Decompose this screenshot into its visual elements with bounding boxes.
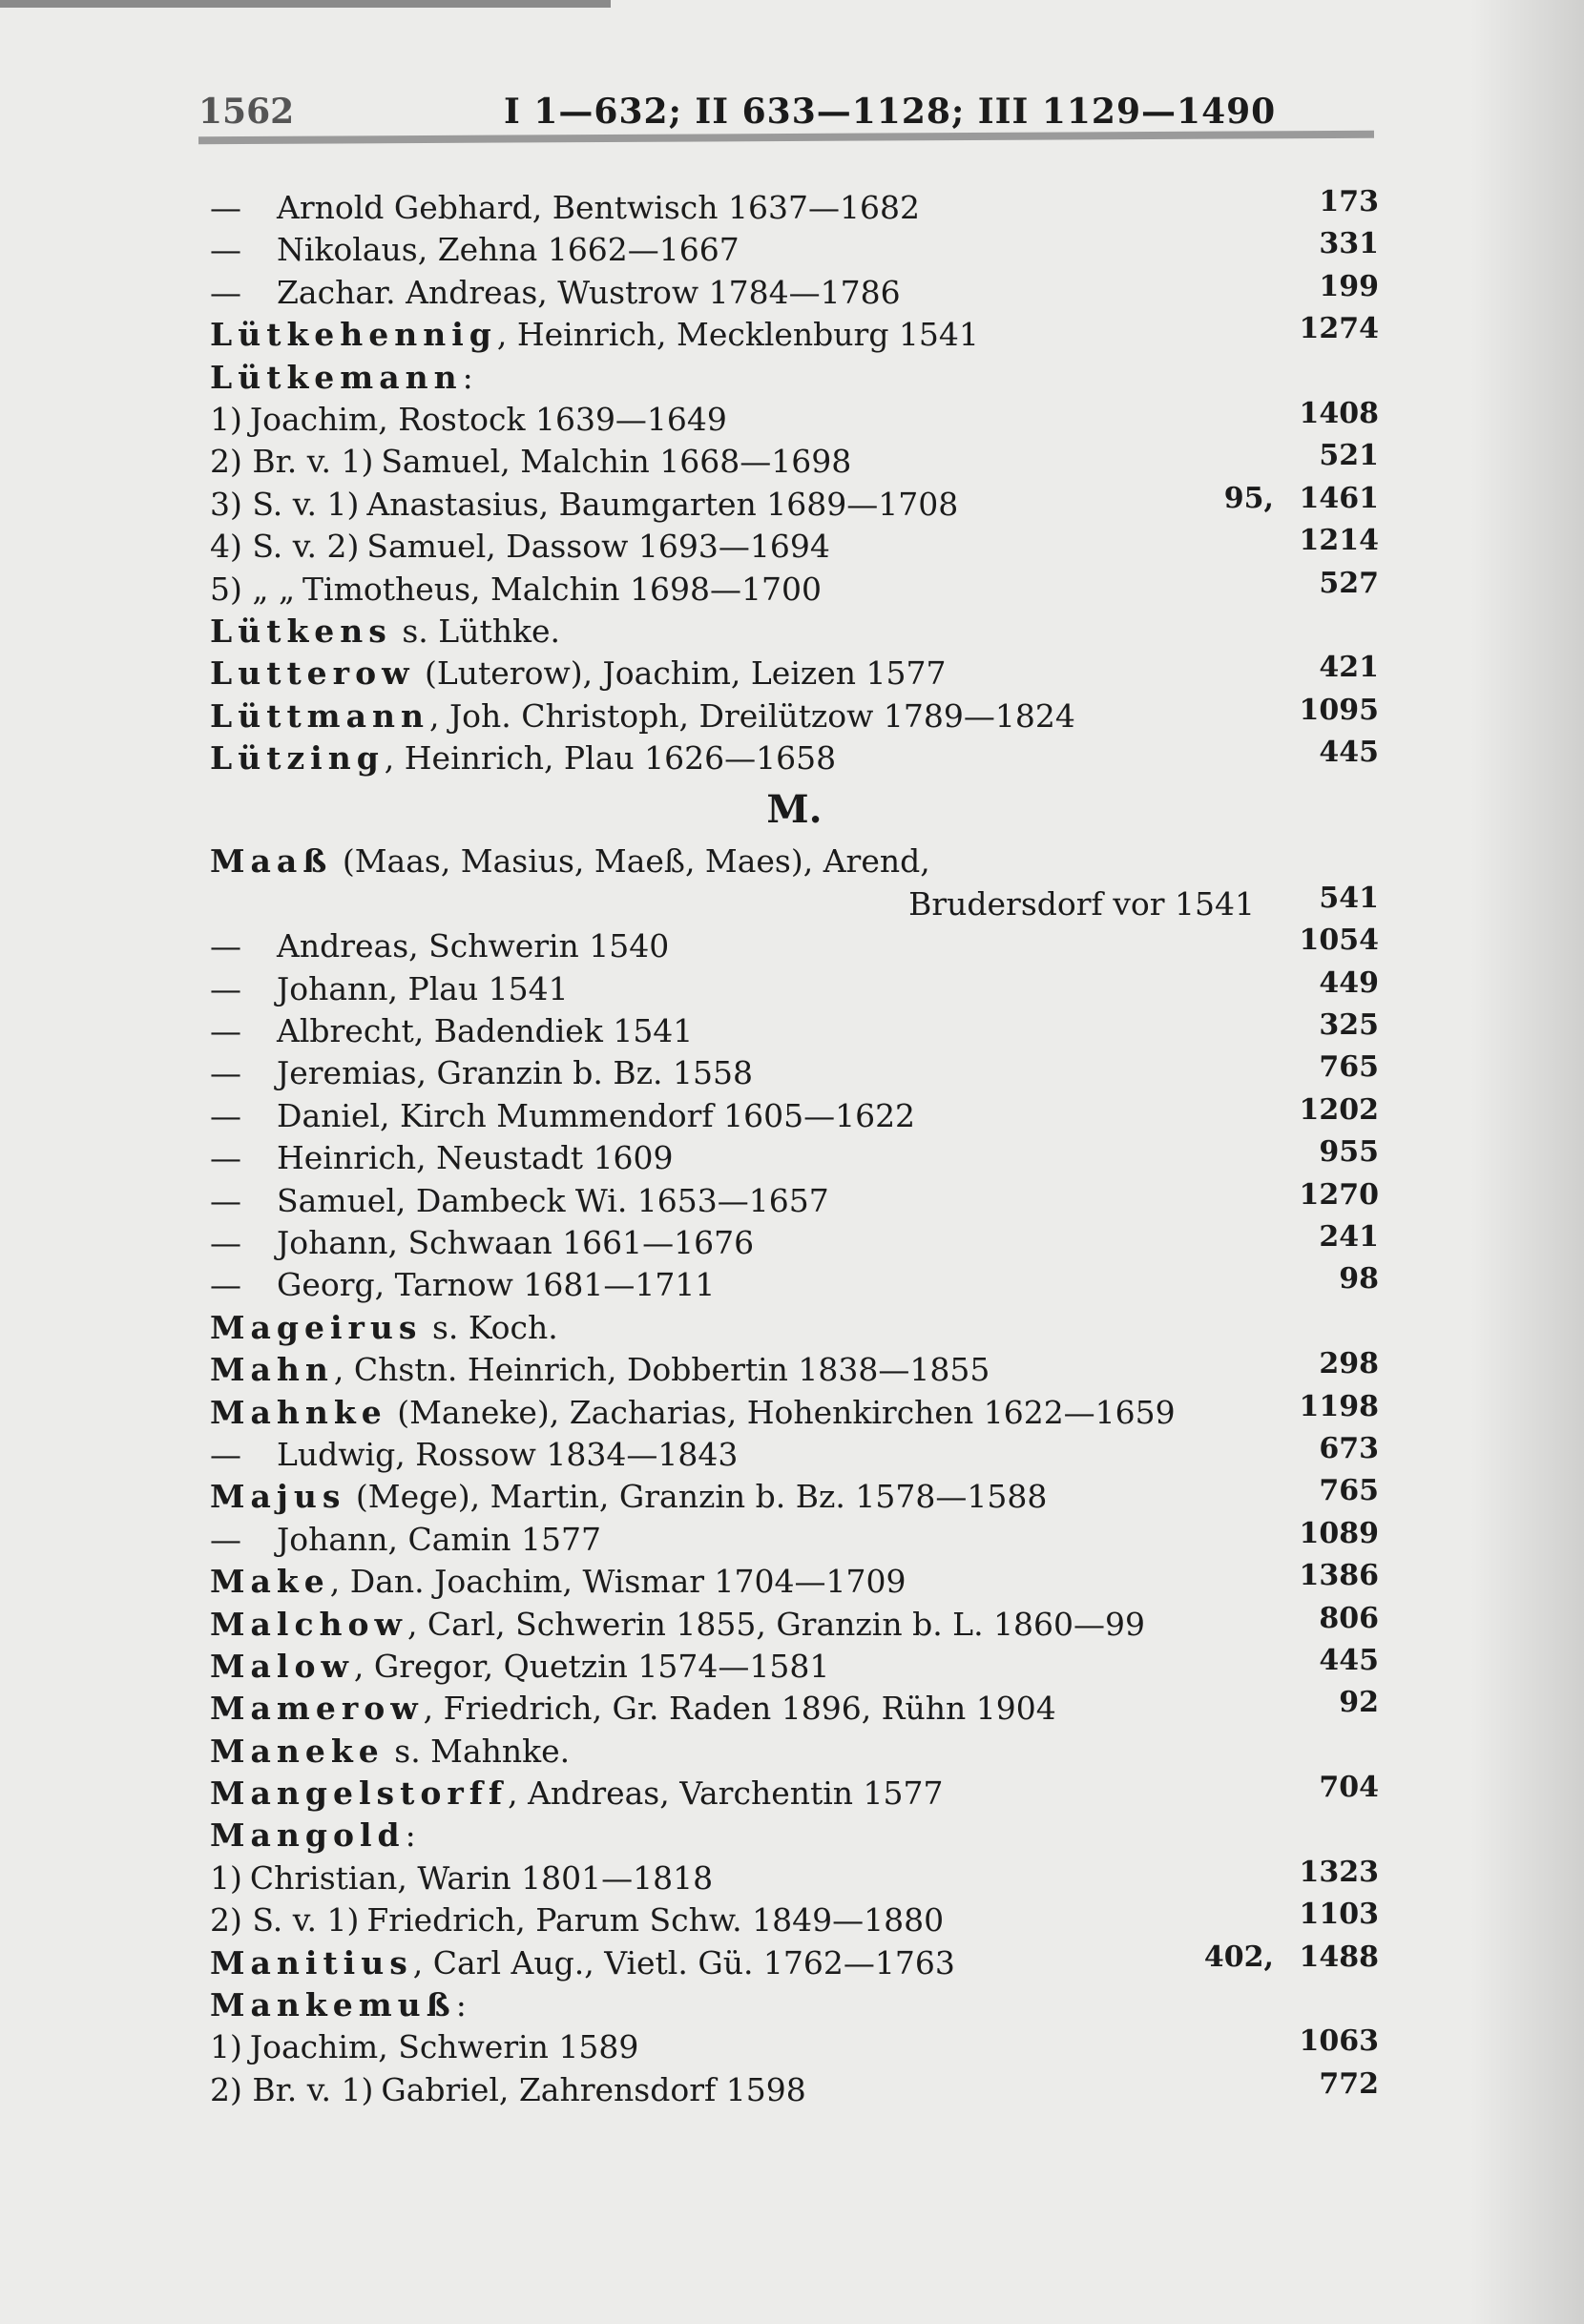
entry-pages: 331 bbox=[1319, 227, 1379, 261]
ditto-dash: — bbox=[210, 1223, 241, 1261]
entry-surname: Lüttmann bbox=[210, 696, 429, 735]
entry-surname: Malchow bbox=[210, 1605, 407, 1643]
index-entry bbox=[210, 1219, 1379, 1264]
ditto-dash: — bbox=[210, 1012, 241, 1050]
entry-text: Joachim, Schwerin 1589 bbox=[249, 2028, 639, 2066]
entry-text: Johann, Camin 1577 bbox=[277, 1520, 602, 1558]
entry-text: , Carl, Schwerin 1855, Granzin b. L. 1860—99 bbox=[406, 1605, 1146, 1643]
entry-text: , Heinrich, Plau 1626—1658 bbox=[384, 739, 837, 778]
entry-pages: 1323 bbox=[1299, 1855, 1379, 1889]
entry-text: s. Mahnke. bbox=[384, 1732, 571, 1770]
index-entry bbox=[210, 566, 1379, 611]
entry-surname: Maneke bbox=[210, 1732, 385, 1770]
entry-number: 2) S. v. 1) bbox=[210, 1901, 360, 1940]
ditto-dash: — bbox=[210, 231, 241, 269]
entry-pages: 1461 bbox=[1299, 481, 1379, 515]
entry-number: 1) bbox=[210, 400, 242, 438]
entry-pages: 1270 bbox=[1299, 1177, 1379, 1212]
entry-number: 4) S. v. 2) bbox=[210, 528, 360, 566]
entry-pages: 1274 bbox=[1299, 312, 1379, 346]
entry-text: , Dan. Joachim, Wismar 1704—1709 bbox=[329, 1563, 907, 1601]
entry-extra-pages: 402, bbox=[1203, 1940, 1274, 1974]
entry-pages: 449 bbox=[1319, 965, 1379, 1000]
entry-number: 2) Br. v. 1) bbox=[210, 443, 374, 481]
index-entry bbox=[210, 925, 1379, 967]
index-entry bbox=[210, 840, 1379, 882]
entry-pages: 806 bbox=[1319, 1601, 1379, 1635]
index-entry bbox=[210, 1857, 1379, 1899]
entry-text: (Luterow), Joachim, Leizen 1577 bbox=[414, 654, 947, 693]
index-entry bbox=[210, 314, 1379, 356]
entry-pages: 421 bbox=[1319, 651, 1379, 685]
entry-number: 2) Br. v. 1) bbox=[210, 2070, 374, 2108]
page-shadow bbox=[1469, 0, 1584, 2324]
index-entry bbox=[210, 1476, 1379, 1518]
entry-text: , Joh. Christoph, Dreilützow 1789—1824 bbox=[428, 696, 1075, 735]
ditto-dash: — bbox=[210, 927, 241, 965]
index-entry bbox=[210, 1942, 1379, 1984]
index-entry bbox=[210, 1431, 1379, 1476]
entry-pages: 527 bbox=[1319, 566, 1379, 600]
entry-pages: 1103 bbox=[1299, 1898, 1379, 1932]
index-entry bbox=[210, 1010, 1379, 1052]
index-entry bbox=[210, 1389, 1379, 1434]
entry-surname: Maaß bbox=[210, 842, 333, 881]
ditto-dash: — bbox=[210, 1435, 241, 1473]
entry-text: : bbox=[462, 358, 473, 396]
entry-number: 1) bbox=[210, 1858, 242, 1897]
index-entry bbox=[210, 1092, 1379, 1137]
entry-pages: 772 bbox=[1319, 2066, 1379, 2101]
entry-pages: 1054 bbox=[1299, 923, 1379, 958]
entries-after bbox=[210, 925, 1379, 2111]
index-entry bbox=[210, 1052, 1379, 1094]
entry-text: Jeremias, Granzin b. Bz. 1558 bbox=[277, 1054, 753, 1092]
entry-surname: Mangold bbox=[210, 1816, 406, 1855]
index-entry bbox=[210, 481, 1379, 526]
entry-surname: Lütkehennig bbox=[210, 316, 497, 354]
entry-text: , Heinrich, Mecklenburg 1541 bbox=[496, 316, 979, 354]
entry-text: Nikolaus, Zehna 1662—1667 bbox=[277, 231, 740, 269]
entry-surname: Manitius bbox=[210, 1943, 413, 1982]
entry-text: Timotheus, Malchin 1698—1700 bbox=[302, 570, 822, 608]
index-entry bbox=[210, 695, 1379, 737]
entry-pages: 521 bbox=[1319, 439, 1379, 473]
index-entry bbox=[210, 187, 1379, 229]
entry-pages: 1386 bbox=[1299, 1559, 1379, 1593]
entries-before bbox=[210, 187, 1379, 779]
entry-text: Zachar. Andreas, Wustrow 1784—1786 bbox=[277, 273, 901, 311]
section-heading: M. bbox=[766, 787, 823, 833]
index-entry bbox=[210, 1349, 1379, 1391]
ditto-dash: — bbox=[210, 1139, 241, 1177]
entry-number: 5) „ „ bbox=[210, 570, 296, 608]
index-entry-continuation bbox=[210, 883, 1379, 925]
entry-pages: 1202 bbox=[1299, 1092, 1379, 1127]
entry-text: , Gregor, Quetzin 1574—1581 bbox=[353, 1647, 830, 1685]
entry-text: Samuel, Dassow 1693—1694 bbox=[366, 528, 830, 566]
index-entry bbox=[210, 737, 1379, 779]
entry-text: Heinrich, Neustadt 1609 bbox=[277, 1139, 674, 1177]
ditto-dash: — bbox=[210, 189, 241, 226]
entry-surname: Mahnke bbox=[210, 1393, 387, 1431]
entry-text: Samuel, Malchin 1668—1698 bbox=[381, 443, 852, 481]
index-entry bbox=[210, 653, 1379, 695]
entry-text: Ludwig, Rossow 1834—1843 bbox=[277, 1435, 739, 1473]
entry-surname: Lutterow bbox=[210, 654, 415, 693]
entry-text: , Carl Aug., Vietl. Gü. 1762—1763 bbox=[412, 1943, 955, 1982]
entry-surname: Mamerow bbox=[210, 1690, 424, 1728]
entry-surname: Lütkemann bbox=[210, 358, 463, 396]
index-entry bbox=[210, 1773, 1379, 1815]
index-entry bbox=[210, 269, 1379, 314]
index-entry bbox=[210, 1516, 1379, 1561]
ditto-dash: — bbox=[210, 1096, 241, 1134]
entry-text: Albrecht, Badendiek 1541 bbox=[277, 1012, 694, 1050]
entry-text: (Maas, Masius, Maeß, Maes), Arend, bbox=[332, 842, 930, 881]
entry-text: Friedrich, Parum Schw. 1849—1880 bbox=[366, 1901, 945, 1940]
entry-text: Andreas, Schwerin 1540 bbox=[277, 927, 670, 965]
index-entry bbox=[210, 396, 1379, 441]
index-entry bbox=[210, 1815, 1379, 1857]
entry-surname: Mageirus bbox=[210, 1308, 423, 1346]
entry-pages: 1408 bbox=[1299, 396, 1379, 430]
index-entries bbox=[210, 187, 1379, 2111]
entry-surname: Lützing bbox=[210, 739, 385, 778]
entry-surname: Mahn bbox=[210, 1351, 334, 1389]
page-number: 1562 bbox=[198, 92, 295, 132]
volume-ranges: I 1—632; II 633—1128; III 1129—1490 bbox=[504, 92, 1277, 132]
entry-pages: 92 bbox=[1339, 1686, 1379, 1720]
ditto-dash: — bbox=[210, 1520, 241, 1558]
index-entry bbox=[210, 526, 1379, 568]
ditto-dash: — bbox=[210, 1266, 241, 1304]
index-entry bbox=[210, 1601, 1379, 1646]
index-entry bbox=[210, 1688, 1379, 1730]
entry-number: 3) S. v. 1) bbox=[210, 485, 360, 523]
index-entry bbox=[210, 2066, 1379, 2111]
index-entry bbox=[210, 229, 1379, 271]
entry-pages: 325 bbox=[1319, 1008, 1379, 1043]
index-entry bbox=[210, 1984, 1379, 2026]
entry-pages: 541 bbox=[1319, 881, 1379, 915]
entry-text: Arnold Gebhard, Bentwisch 1637—1682 bbox=[277, 189, 920, 226]
entry-text: (Maneke), Zacharias, Hohenkirchen 1622—1659 bbox=[386, 1393, 1176, 1431]
entry-text: Georg, Tarnow 1681—1711 bbox=[277, 1266, 716, 1304]
entry-surname: Make bbox=[210, 1563, 330, 1601]
entry-text: : bbox=[405, 1816, 416, 1855]
entry-text: Anastasius, Baumgarten 1689—1708 bbox=[366, 485, 959, 523]
index-entry bbox=[210, 1177, 1379, 1222]
entry-surname: Malow bbox=[210, 1647, 354, 1685]
entry-surname: Lütkens bbox=[210, 612, 392, 650]
index-entry bbox=[210, 2026, 1379, 2068]
entry-text: s. Lüthke. bbox=[391, 612, 560, 650]
entry-text: (Mege), Martin, Granzin b. Bz. 1578—1588 bbox=[345, 1478, 1048, 1516]
entry-text: Johann, Plau 1541 bbox=[277, 969, 569, 1007]
entry-pages: 704 bbox=[1319, 1771, 1379, 1805]
index-entry bbox=[210, 1307, 1379, 1349]
entry-pages: 445 bbox=[1319, 1643, 1379, 1677]
ditto-dash: — bbox=[210, 273, 241, 311]
index-entry bbox=[210, 1643, 1379, 1688]
entry-text: , Friedrich, Gr. Raden 1896, Rühn 1904 bbox=[423, 1690, 1056, 1728]
entry-text: : bbox=[455, 1986, 467, 2024]
entry-text: Johann, Schwaan 1661—1676 bbox=[277, 1223, 755, 1261]
entry-pages: 173 bbox=[1319, 185, 1379, 218]
index-entry bbox=[210, 441, 1379, 483]
entry-text: Joachim, Rostock 1639—1649 bbox=[249, 400, 727, 438]
entry-text: , Chstn. Heinrich, Dobbertin 1838—1855 bbox=[333, 1351, 990, 1389]
index-entry bbox=[210, 1137, 1379, 1179]
entry-surname: Mankemuß bbox=[210, 1986, 456, 2024]
entry-text: s. Koch. bbox=[422, 1308, 558, 1346]
entry-pages: 1488 bbox=[1299, 1940, 1379, 1974]
entry-pages: 298 bbox=[1319, 1347, 1379, 1381]
index-entry bbox=[210, 1561, 1379, 1603]
entry-number: 1) bbox=[210, 2028, 242, 2066]
entry-pages: 1089 bbox=[1299, 1516, 1379, 1550]
entry-pages: 199 bbox=[1319, 269, 1379, 303]
entry-text: Gabriel, Zahrensdorf 1598 bbox=[381, 2070, 806, 2108]
entry-pages: 445 bbox=[1319, 736, 1379, 770]
entry-pages: 765 bbox=[1319, 1050, 1379, 1085]
ditto-dash: — bbox=[210, 1054, 241, 1092]
entry-pages: 1063 bbox=[1299, 2024, 1379, 2059]
ditto-dash: — bbox=[210, 1181, 241, 1219]
entry-text: , Andreas, Varchentin 1577 bbox=[508, 1774, 944, 1813]
entry-text: Christian, Warin 1801—1818 bbox=[249, 1858, 714, 1897]
entry-text: Daniel, Kirch Mummendorf 1605—1622 bbox=[277, 1096, 916, 1134]
entry-pages: 955 bbox=[1319, 1135, 1379, 1170]
entry-pages: 1198 bbox=[1299, 1389, 1379, 1423]
entry-surname: Majus bbox=[210, 1478, 346, 1516]
index-entry bbox=[210, 357, 1379, 399]
ditto-dash: — bbox=[210, 969, 241, 1007]
index-entry bbox=[210, 611, 1379, 653]
entry-pages: 241 bbox=[1319, 1219, 1379, 1254]
entry-text: Samuel, Dambeck Wi. 1653—1657 bbox=[277, 1181, 829, 1219]
entry-text: Brudersdorf vor 1541 bbox=[908, 884, 1255, 923]
scan-edge bbox=[0, 0, 611, 8]
entry-pages: 765 bbox=[1319, 1474, 1379, 1508]
entry-pages: 673 bbox=[1319, 1431, 1379, 1465]
index-entry bbox=[210, 965, 1379, 1010]
entry-extra-pages: 95, bbox=[1223, 481, 1274, 515]
index-entry bbox=[210, 1731, 1379, 1773]
entry-pages: 1214 bbox=[1299, 524, 1379, 558]
index-entry bbox=[210, 1264, 1379, 1306]
entry-surname: Mangelstorff bbox=[210, 1774, 509, 1813]
entry-pages: 98 bbox=[1339, 1262, 1379, 1297]
entry-pages: 1095 bbox=[1299, 693, 1379, 727]
